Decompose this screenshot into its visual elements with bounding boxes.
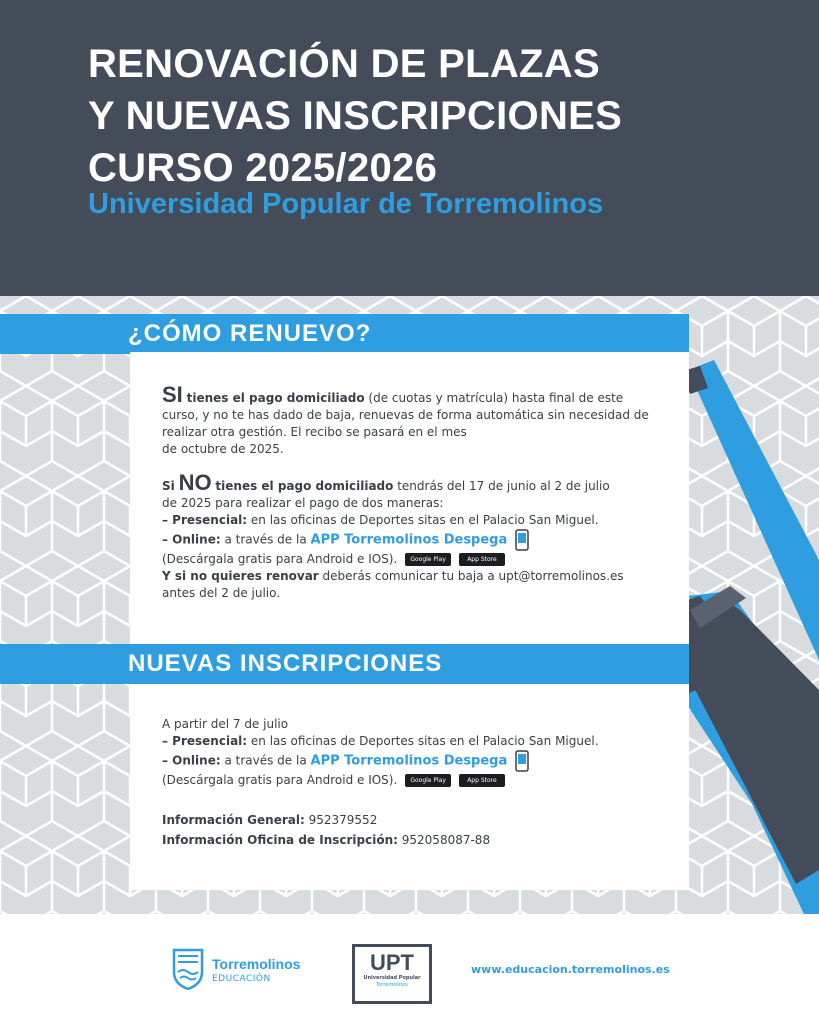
info-general-label: Información General: — [162, 813, 305, 827]
si-text-2: curso, y no te has dado de baja, renuevas de forma automática sin necesidad de — [162, 408, 649, 422]
app-store-badge[interactable]: App Store — [459, 553, 505, 566]
google-play-badge[interactable]: Google Play — [405, 553, 451, 566]
new-presencial-text: en las oficinas de Deportes sitas en el Palacio San Miguel. — [250, 734, 599, 748]
website-link[interactable]: www.educacion.torremolinos.es — [471, 963, 670, 976]
phone-icon — [515, 529, 529, 551]
upt-logo-name: UPT — [370, 950, 414, 975]
cancel-text-2: antes del 2 de julio. — [162, 586, 281, 600]
no-text-1: tendrás del 17 de junio al 2 de julio — [397, 479, 610, 493]
cancel-bold: Y si no quieres renovar — [162, 569, 319, 583]
page-title — [88, 38, 622, 194]
renew-si-paragraph — [162, 382, 649, 458]
renew-no-paragraph — [162, 470, 624, 602]
info-office-value: 952058087-88 — [401, 833, 491, 847]
online-text: a través de la — [224, 532, 307, 547]
contact-info — [162, 810, 490, 850]
upt-logo-sub2: Torremolinos — [376, 982, 408, 988]
new-app-store-badge[interactable]: App Store — [459, 774, 505, 787]
new-online-text: a través de la — [224, 753, 307, 768]
header-banner — [0, 0, 819, 296]
si-word: SI — [162, 382, 183, 407]
torremolinos-logo-sub: EDUCACIÓN — [212, 974, 271, 984]
si-bold-text: tienes el pago domiciliado — [186, 391, 365, 405]
title-line-2: Y NUEVAS INSCRIPCIONES — [88, 94, 623, 138]
download-text: (Descárgala gratis para Android e IOS). — [162, 552, 398, 566]
new-google-play-badge[interactable]: Google Play — [405, 774, 451, 787]
page-subtitle: Universidad Popular de Torremolinos — [88, 188, 604, 220]
info-office-label: Información Oficina de Inscripción: — [162, 833, 398, 847]
si-text-1: (de cuotas y matrícula) hasta final de este — [368, 391, 624, 405]
title-line-3: CURSO 2025/2026 — [88, 146, 438, 190]
cancel-text: deberás comunicar tu baja a upt@torremolinos.es — [322, 569, 624, 583]
new-app-link[interactable]: APP Torremolinos Despega — [310, 753, 508, 769]
title-line-1: RENOVACIÓN DE PLAZAS — [88, 42, 600, 86]
app-link[interactable]: APP Torremolinos Despega — [310, 532, 508, 548]
upt-logo — [352, 944, 432, 1004]
torremolinos-logo-name: Torremolinos — [212, 956, 301, 972]
no-text-2: de 2025 para realizar el pago de dos maneras: — [162, 496, 444, 510]
section-heading-renew: ¿CÓMO RENUEVO? — [0, 314, 689, 354]
no-word: NO — [178, 470, 212, 495]
si-text-3: realizar otra gestión. El recibo se pasará en el mes — [162, 425, 467, 439]
new-download-text: (Descárgala gratis para Android e IOS). — [162, 773, 398, 787]
from-date: A partir del 7 de julio — [162, 717, 289, 731]
presencial-text: en las oficinas de Deportes sitas en el Palacio San Miguel. — [250, 513, 599, 527]
torremolinos-shield-icon — [172, 946, 204, 990]
new-presencial-label: – Presencial: — [162, 734, 248, 748]
new-paragraph — [162, 716, 599, 789]
upt-logo-sub: Universidad Popular — [363, 975, 421, 981]
phone-icon — [515, 750, 529, 772]
si-text-4: de octubre de 2025. — [162, 442, 284, 456]
new-online-label: – Online: — [162, 753, 221, 768]
info-general-value: 952379552 — [308, 813, 378, 827]
section-heading-new: NUEVAS INSCRIPCIONES — [0, 644, 689, 684]
presencial-label: – Presencial: — [162, 513, 248, 527]
no-bold-text: tienes el pago domiciliado — [215, 479, 394, 493]
online-label: – Online: — [162, 532, 221, 547]
no-prefix: Si — [162, 479, 175, 493]
